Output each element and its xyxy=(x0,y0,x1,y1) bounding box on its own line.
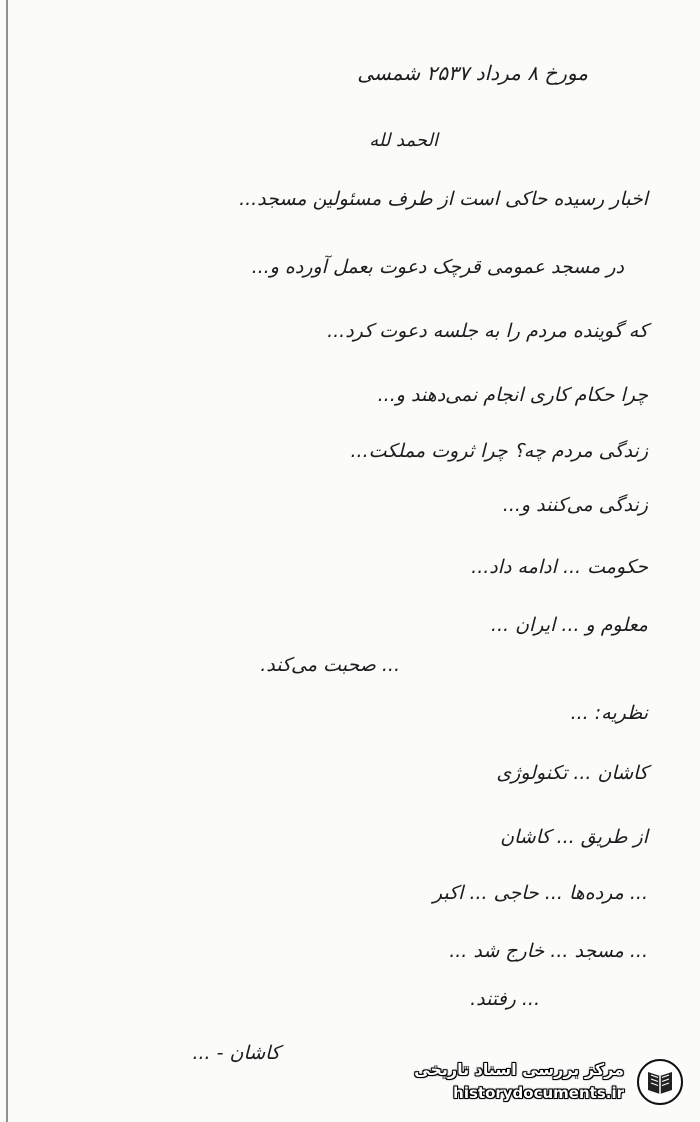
page-edge xyxy=(6,0,8,1122)
book-logo-icon xyxy=(636,1058,684,1106)
body-line: ... صحبت می‌کند. xyxy=(260,654,400,676)
body-line: چرا حکام کاری انجام نمی‌دهند و... xyxy=(377,384,648,406)
note-line: ... مرده‌ها ... حاجی ... اکبر xyxy=(432,882,648,904)
body-line: حکومت ... ادامه داد... xyxy=(471,556,648,578)
body-line: زندگی می‌کنند و... xyxy=(502,494,648,516)
note-line: ... رفتند. xyxy=(470,988,540,1010)
body-line: زندگی مردم چه؟ چرا ثروت مملکت... xyxy=(350,440,648,462)
body-line: اخبار رسیده حاکی است از طرف مسئولین مسجد... xyxy=(239,188,648,210)
salutation: الحمد لله xyxy=(369,130,438,151)
footer-title: مرکز بررسی اسناد تاریخی xyxy=(414,1060,624,1079)
note-line: از طریق ... کاشان xyxy=(500,826,648,848)
note-line: کاشان ... تکنولوژی xyxy=(496,762,648,784)
body-line: معلوم و ... ایران ... xyxy=(490,614,648,636)
footer-url: historydocuments.ir xyxy=(453,1084,624,1102)
watermark-footer xyxy=(412,1052,692,1114)
document-date: مورخ ۸ مرداد ۲۵۳۷ شمسی xyxy=(357,61,588,85)
note-line: ... مسجد ... خارج شد ... xyxy=(449,940,648,962)
signature: کاشان - ... xyxy=(192,1042,280,1064)
body-line: در مسجد عمومی قرچک دعوت بعمل آورده و... xyxy=(251,256,624,278)
note-line: نظریه: ... xyxy=(570,702,648,724)
body-line: که گوینده مردم را به جلسه دعوت کرد... xyxy=(327,320,648,342)
